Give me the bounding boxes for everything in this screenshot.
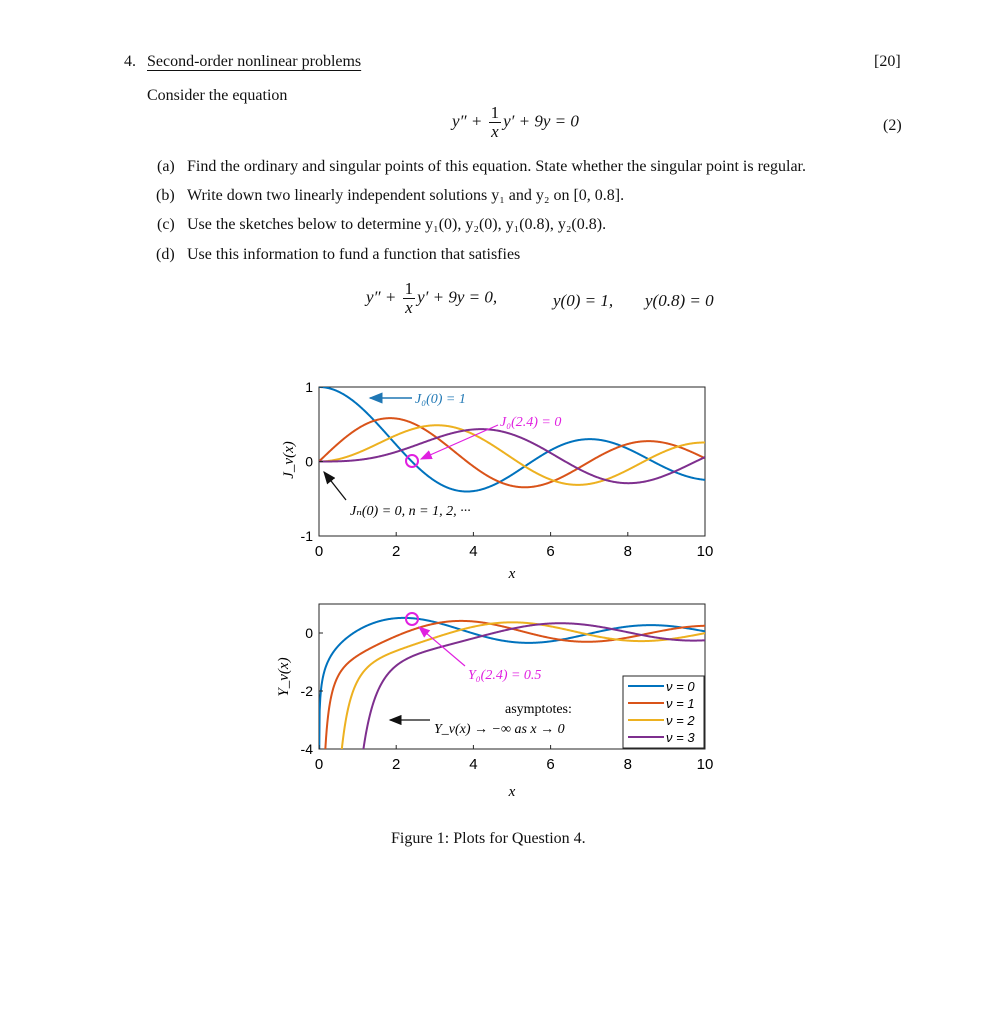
y-xtick-label: 8 — [623, 756, 632, 773]
j-ytick-label: 1 — [305, 379, 313, 395]
y-xtick-label: 0 — [314, 756, 324, 773]
question-number: 4. — [124, 53, 136, 70]
j-xtick-label: 0 — [314, 543, 324, 560]
part-a-text: Find the ordinary and singular points of this equation. State whether the singular point is regular. — [187, 158, 806, 175]
legend-label-nu1: ν = 1 — [666, 696, 695, 711]
legend-label-nu0: ν = 0 — [666, 679, 695, 694]
asymptote-heading: asymptotes: — [505, 702, 572, 717]
part-c-label: (c) — [157, 216, 175, 233]
fraction-numerator: 1 — [490, 103, 500, 122]
equation-lhs-a: y″ + — [452, 111, 487, 131]
equation-lhs-b: y′ + 9y = 0 — [503, 111, 579, 131]
part-c-text: Use the sketches below to determine y₁(0), y₂(0), y₁(0.8), y₂(0.8). — [187, 216, 607, 233]
j-ylabel: J_ν(x) — [281, 441, 297, 479]
asymptote-annotation: Y_ν(x) → −∞ as x → 0 — [434, 722, 565, 737]
ivp-bc1: y(0) = 1, — [553, 291, 614, 310]
figure-caption: Figure 1: Plots for Question 4. — [391, 830, 586, 847]
y-ylabel: Y_ν(x) — [276, 657, 292, 697]
y0-max-annotation: Y₀(2.4) = 0.5 — [468, 668, 542, 683]
ivp-fraction-numerator: 1 — [404, 279, 414, 298]
j-xlabel: x — [508, 566, 516, 582]
y-xtick-label: 4 — [469, 756, 478, 773]
ivp-fraction-denominator: x — [405, 298, 413, 317]
j-ytick-label: -1 — [300, 528, 313, 544]
ivp-lhs-a: y″ + — [366, 287, 401, 307]
y-ytick-label: 0 — [305, 625, 313, 641]
part-d-label: (d) — [156, 246, 175, 263]
part-b-label: (b) — [156, 187, 175, 204]
jn-origin-annotation: Jₙ(0) = 0, n = 1, 2, ··· — [350, 504, 471, 519]
j-xtick-label: 6 — [546, 543, 555, 560]
j0-at-0-annotation: J₀(0) = 1 — [415, 392, 466, 407]
y-xtick-label: 2 — [392, 756, 401, 773]
y-xtick-label: 6 — [546, 756, 555, 773]
y-xlabel: x — [508, 784, 516, 800]
y-xtick-label: 10 — [696, 756, 714, 773]
j0-zero-annotation: J₀(2.4) = 0 — [500, 415, 562, 430]
j-xtick-label: 4 — [469, 543, 478, 560]
j-xtick-label: 8 — [623, 543, 632, 560]
j-xtick-label: 10 — [696, 543, 714, 560]
question-marks: [20] — [874, 53, 901, 70]
legend — [623, 676, 704, 748]
question-title: Second-order nonlinear problems — [147, 53, 362, 70]
y-ytick-label: -2 — [300, 683, 313, 699]
j-ytick-label: 0 — [305, 453, 313, 470]
bessel-j-chart — [281, 379, 713, 582]
part-d-text: Use this information to fund a function that satisfies — [187, 246, 521, 263]
fraction-denominator: x — [491, 122, 499, 141]
intro-text: Consider the equation — [147, 87, 288, 104]
equation-label: (2) — [883, 117, 902, 134]
ivp-bc2: y(0.8) = 0 — [645, 291, 714, 310]
bessel-y-chart — [276, 604, 713, 807]
part-b-text: Write down two linearly independent solutions y₁ and y₂ on [0, 0.8]. — [187, 187, 625, 204]
legend-label-nu2: ν = 2 — [666, 713, 695, 728]
j-xtick-label: 2 — [392, 543, 401, 560]
y-ytick-label: -4 — [300, 741, 313, 757]
legend-label-nu3: ν = 3 — [666, 730, 695, 745]
part-a-label: (a) — [157, 158, 175, 175]
ivp-lhs-b: y′ + 9y = 0, — [417, 287, 498, 307]
